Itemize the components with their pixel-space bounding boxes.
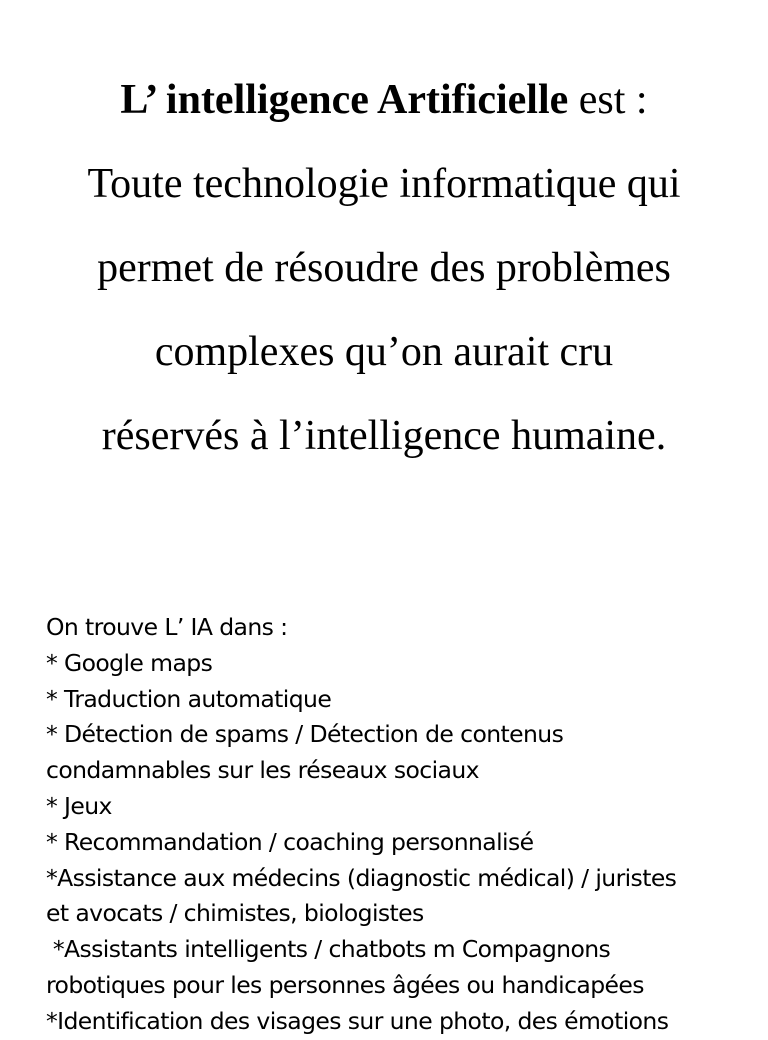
definition-line: permet de résoudre des problèmes — [97, 245, 671, 291]
list-item: *Identification des visages sur une photo, des émotions — [46, 1006, 669, 1035]
uses-intro: On trouve L’ IA dans : — [46, 613, 288, 641]
definition-line: Toute technologie informatique qui — [87, 161, 681, 207]
list-item-continuation: et avocats / chimistes, biologistes — [46, 899, 424, 928]
list-item: * Google maps — [46, 648, 213, 677]
list-item: *Assistants intelligents / chatbots m Compagnons — [46, 935, 611, 964]
list-item: * Recommandation / coaching personnalisé — [46, 827, 534, 856]
definition-block — [20, 58, 748, 478]
list-item-continuation: condamnables sur les réseaux sociaux — [46, 756, 479, 785]
list-item-continuation: robotiques pour les personnes âgées ou handicapées — [46, 970, 644, 999]
list-item: * Traduction automatique — [46, 684, 332, 713]
list-item: * Jeux — [46, 791, 112, 820]
definition-verb: est : — [568, 77, 648, 123]
definition-line: réservés à l’intelligence humaine. — [101, 413, 667, 459]
definition-line: complexes qu’on aurait cru — [154, 329, 614, 375]
definition-term: L’ intelligence Artificielle — [120, 77, 569, 123]
list-item: * Détection de spams / Détection de contenus — [46, 720, 564, 749]
uses-list — [46, 610, 746, 1040]
definition-heading — [20, 58, 748, 142]
list-item: *Assistance aux médecins (diagnostic médical) / juristes — [46, 863, 677, 892]
